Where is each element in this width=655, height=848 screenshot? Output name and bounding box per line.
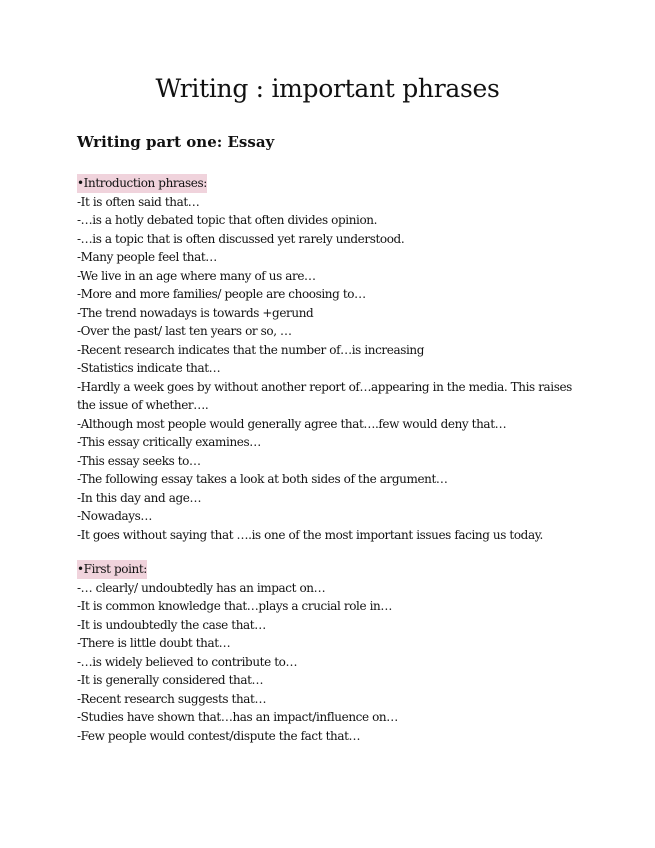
phrase-item: -We live in an age where many of us are… bbox=[77, 268, 316, 283]
phrase-item: -The following essay takes a look at both sides of the argument… bbox=[77, 472, 448, 486]
phrase-item: -Few people would contest/dispute the fact that… bbox=[77, 728, 361, 743]
phrase-item: -Statistics indicate that… bbox=[77, 361, 221, 375]
phrase-item: -… clearly/ undoubtedly has an impact on… bbox=[77, 580, 326, 595]
phrase-item: -In this day and age… bbox=[77, 490, 202, 505]
phrase-item: -There is little doubt that… bbox=[77, 636, 231, 650]
phrase-item: -It goes without saying that ….is one of the most important issues facing us today. bbox=[77, 527, 543, 542]
phrase-item: -Many people feel that… bbox=[77, 250, 217, 264]
phrase-item: -It is generally considered that… bbox=[77, 673, 264, 687]
phrase-item: -Nowadays… bbox=[77, 509, 152, 523]
phrase-item: -Over the past/ last ten years or so, … bbox=[77, 324, 292, 338]
phrase-item: -It is undoubtedly the case that… bbox=[77, 617, 266, 632]
phrase-item: -More and more families/ people are choosing to… bbox=[77, 287, 366, 301]
introduction-heading: •Introduction phrases: bbox=[77, 174, 207, 193]
page-title: Writing : important phrases bbox=[155, 74, 500, 103]
phrase-item: -…is widely believed to contribute to… bbox=[77, 654, 298, 669]
phrase-item: -Recent research suggests that… bbox=[77, 691, 267, 706]
phrase-item: -This essay seeks to… bbox=[77, 453, 201, 468]
phrase-item: -The trend nowadays is towards +gerund bbox=[77, 305, 314, 320]
section-heading: Writing part one: Essay bbox=[77, 133, 275, 151]
phrase-item: -Recent research indicates that the number of…is increasing bbox=[77, 342, 425, 357]
phrase-item: -…is a topic that is often discussed yet rarely understood. bbox=[77, 231, 405, 246]
phrase-item: -Although most people would generally agree that….few would deny that… bbox=[77, 416, 507, 431]
phrase-item: -This essay critically examines… bbox=[77, 435, 261, 449]
first-point-heading: •First point: bbox=[77, 560, 147, 579]
introduction-phrases-section bbox=[77, 174, 577, 544]
first-point-phrases-section bbox=[77, 560, 577, 745]
phrase-item: -…is a hotly debated topic that often divides opinion. bbox=[77, 213, 378, 227]
phrase-item: -Studies have shown that…has an impact/influence on… bbox=[77, 710, 398, 724]
phrase-item: -Hardly a week goes by without another report of…appearing in the media. This raises the issue of whether…. bbox=[77, 379, 572, 412]
phrase-item: -It is common knowledge that…plays a crucial role in… bbox=[77, 599, 392, 613]
phrase-item: -It is often said that… bbox=[77, 194, 200, 209]
